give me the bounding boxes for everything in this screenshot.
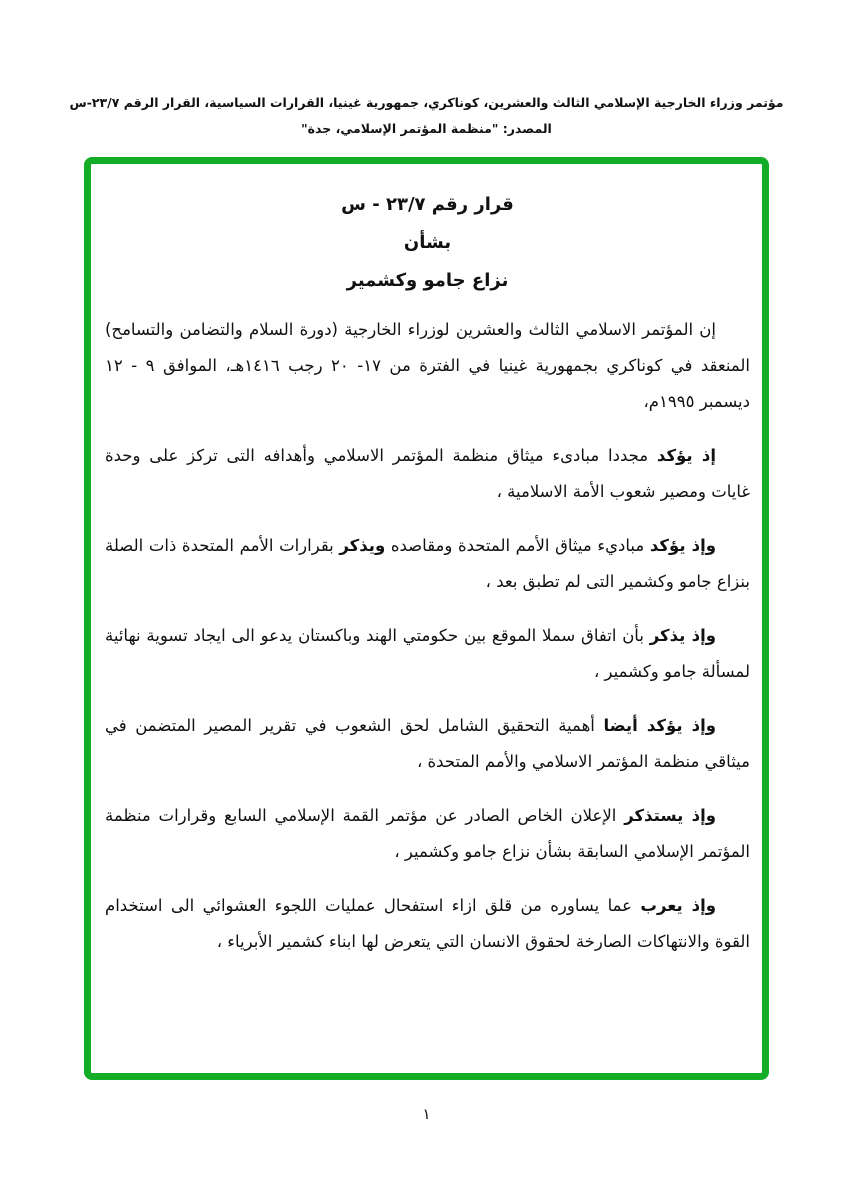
- resolution-paragraph: [105, 528, 750, 600]
- paragraph-text: مباديء ميثاق الأمم المتحدة ومقاصده: [385, 536, 650, 555]
- resolution-body: [105, 312, 750, 960]
- header-citation-line: مؤتمر وزراء الخارجية الإسلامي الثالث والعشرين، كوناكري، جمهورية غينيا، القرارات السياسية، القرار الرقم ٢٣/٧-س: [69, 95, 784, 110]
- resolution-paragraph: [105, 888, 750, 960]
- paragraph-text: بأن اتفاق سملا الموقع بين حكومتي الهند وباكستان يدعو الى ايجاد تسوية نهائية لمسألة جامو وكشمير ،: [105, 626, 750, 681]
- paragraph-lead: وإذ يذكر: [649, 626, 716, 645]
- paragraph-lead: وإذ يؤكد: [649, 536, 717, 555]
- title-regarding: بشأن: [403, 232, 452, 253]
- resolution-frame: [84, 157, 769, 1080]
- document-header: [40, 90, 813, 142]
- title-subject: نزاع جامو وكشمير: [346, 270, 509, 291]
- paragraph-lead: وإذ يستذكر: [624, 806, 716, 825]
- paragraph-lead: وإذ يؤكد أيضا: [603, 716, 716, 735]
- paragraph-text: إن المؤتمر الاسلامي الثالث والعشرين لوزراء الخارجية (دورة السلام والتضامن والتسامح) المنعقد في كوناكري بجمهورية غينيا في الفترة من ١٧- ٢٠ رجب ١٤١٦هـ، الموافق ٩ - ١٢ ديسمبر ١٩٩٥م،: [105, 320, 750, 411]
- paragraph-text: أهمية التحقيق الشامل لحق الشعوب في تقرير المصير المتضمن في ميثاقي منظمة المؤتمر الاسلامي والأمم المتحدة ،: [105, 716, 750, 771]
- resolution-paragraph: [105, 798, 750, 870]
- paragraph-text: مجددا مبادىء ميثاق منظمة المؤتمر الاسلامي وأهدافه التى تركز على وحدة غايات ومصير شعوب الأمة الاسلامية ،: [105, 446, 750, 501]
- header-source-line: المصدر: "منظمة المؤتمر الإسلامي، جدة": [301, 121, 552, 136]
- paragraph-lead: إذ يؤكد: [656, 446, 716, 465]
- resolution-title: [105, 186, 750, 300]
- page-number: ١: [422, 1105, 431, 1123]
- resolution-paragraph: [105, 312, 750, 420]
- paragraph-lead: وإذ يعرب: [640, 896, 716, 915]
- resolution-paragraph: [105, 438, 750, 510]
- resolution-number: قرار رقم ٢٣/٧ - س: [341, 194, 514, 215]
- paragraph-text: بقرارات الأمم المتحدة ذات الصلة بنزاع جامو وكشمير التى لم تطبق بعد ،: [105, 536, 750, 591]
- paragraph-text: الإعلان الخاص الصادر عن مؤتمر القمة الإسلامي السابع وقرارات منظمة المؤتمر الإسلامي السابقة بشأن نزاع جامو وكشمير ،: [105, 806, 750, 861]
- paragraph-lead: ويذكر: [339, 536, 386, 555]
- paragraph-text: عما يساوره من قلق ازاء استفحال عمليات اللجوء العشوائي الى استخدام القوة والانتهاكات الصارخة لحقوق الانسان التي يتعرض لها ابناء كشمير الأبرياء ،: [105, 896, 750, 951]
- resolution-paragraph: [105, 618, 750, 690]
- resolution-paragraph: [105, 708, 750, 780]
